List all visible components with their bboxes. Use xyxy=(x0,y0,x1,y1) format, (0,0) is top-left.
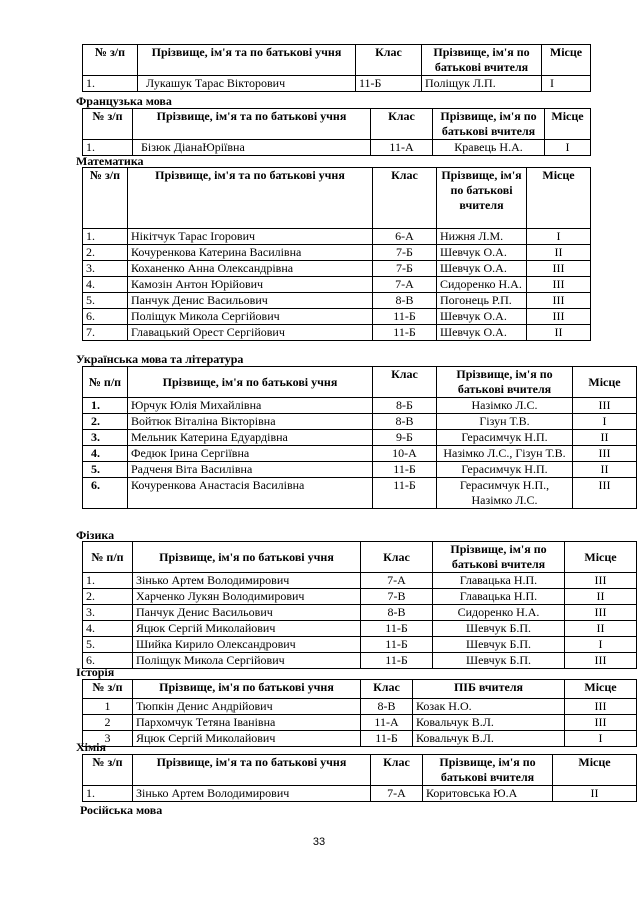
cell-student: Поліщук Микола Сергійович xyxy=(133,653,361,669)
cell-class: 7-А xyxy=(361,573,433,589)
cell-class: 8-В xyxy=(373,293,437,309)
cell-place: І xyxy=(573,414,637,430)
table-row xyxy=(83,589,637,605)
col-place: Місце xyxy=(553,755,637,786)
table-header-row xyxy=(83,680,637,699)
physics-results-table xyxy=(82,541,637,669)
cell-place: ІІ xyxy=(565,621,637,637)
col-class: Клас xyxy=(373,367,437,398)
cell-teacher: Шевчук Б.П. xyxy=(433,621,565,637)
cell-number: 3. xyxy=(83,261,128,277)
cell-student: Панчук Денис Васильович xyxy=(128,293,373,309)
cell-student: Нікітчук Тарас Ігорович xyxy=(128,229,373,245)
col-place: Місце xyxy=(565,680,637,699)
cell-place: І xyxy=(527,229,591,245)
math-results-table xyxy=(82,167,591,341)
cell-teacher: Нижня Л.М. xyxy=(437,229,527,245)
cell-place: ІІІ xyxy=(573,446,637,462)
col-student: Прізвище, ім'я по батькові учня xyxy=(133,680,361,699)
table-row xyxy=(83,76,591,92)
col-teacher: Прізвище, ім'я по батькові вчителя xyxy=(437,168,527,229)
cell-place: І xyxy=(565,731,637,747)
cell-teacher: Кравець Н.А. xyxy=(433,140,545,156)
section-title-french: Французька мова xyxy=(76,94,172,108)
col-student: Прізвище, ім'я та по батькові учня xyxy=(133,109,371,140)
cell-class: 11-Б xyxy=(361,637,433,653)
cell-place: ІІІ xyxy=(565,573,637,589)
table-row xyxy=(83,653,637,669)
cell-number: 3. xyxy=(83,430,128,446)
cell-place: ІІІ xyxy=(527,261,591,277)
cell-student: Камозін Антон Юрійович xyxy=(128,277,373,293)
cell-student: Федюк Ірина Сергіївна xyxy=(128,446,373,462)
table-row xyxy=(83,786,637,802)
cell-class: 8-В xyxy=(361,605,433,621)
cell-class: 11-А xyxy=(361,715,413,731)
table-row xyxy=(83,731,637,747)
cell-number: 2. xyxy=(83,414,128,430)
cell-place: ІІІ xyxy=(565,715,637,731)
table-row xyxy=(83,325,591,341)
french-results-table xyxy=(82,108,591,156)
cell-student: Тюпкін Денис Андрійович xyxy=(133,699,361,715)
table-row xyxy=(83,605,637,621)
cell-place: ІІІ xyxy=(527,293,591,309)
cell-teacher: Главацька Н.П. xyxy=(433,573,565,589)
cell-student: Бізюк ДіанаЮріївна xyxy=(133,140,371,156)
table-row xyxy=(83,478,637,509)
cell-number: 5. xyxy=(83,293,128,309)
col-student: Прізвище, ім'я та по батькові учня xyxy=(138,45,356,76)
cell-teacher: Гізун Т.В. xyxy=(437,414,573,430)
cell-class: 7-А xyxy=(373,277,437,293)
table-row xyxy=(83,446,637,462)
cell-number: 2 xyxy=(83,715,133,731)
cell-class: 11-Б xyxy=(361,731,413,747)
cell-number: 2. xyxy=(83,589,133,605)
section-title-history: Історія xyxy=(76,665,115,679)
cell-student: Яцюк Сергій Миколайович xyxy=(133,621,361,637)
cell-class: 7-В xyxy=(361,589,433,605)
cell-teacher: Шевчук О.А. xyxy=(437,245,527,261)
col-student: Прізвище, ім'я та по батькові учня xyxy=(133,755,371,786)
table-row xyxy=(83,573,637,589)
cell-number: 7. xyxy=(83,325,128,341)
cell-student: Зінько Артем Володимирович xyxy=(133,786,371,802)
col-place: Місце xyxy=(545,109,591,140)
cell-student: Шийка Кирило Олександрович xyxy=(133,637,361,653)
cell-place: ІІ xyxy=(565,589,637,605)
cell-number: 3 xyxy=(83,731,133,747)
cell-number: 4. xyxy=(83,446,128,462)
cell-place: І xyxy=(545,140,591,156)
cell-place: ІІІ xyxy=(565,653,637,669)
chemistry-results-table xyxy=(82,754,637,802)
cell-teacher: Шевчук Б.П. xyxy=(433,653,565,669)
cell-student: Яцюк Сергій Миколайович xyxy=(133,731,361,747)
table-row xyxy=(83,245,591,261)
col-place: Місце xyxy=(542,45,591,76)
table-row xyxy=(83,229,591,245)
cell-student: Коханенко Анна Олександрівна xyxy=(128,261,373,277)
cell-student: Мельник Катерина Едуардівна xyxy=(128,430,373,446)
table-row xyxy=(83,293,591,309)
cell-class: 7-А xyxy=(371,786,423,802)
section-title-physics: Фізика xyxy=(76,528,115,542)
cell-class: 7-Б xyxy=(373,261,437,277)
cell-place: І xyxy=(565,637,637,653)
cell-number: 1. xyxy=(83,786,133,802)
col-class: Клас xyxy=(356,45,422,76)
cell-class: 11-Б xyxy=(373,478,437,509)
table-header-row xyxy=(83,168,591,229)
col-number: № з/п xyxy=(83,168,128,229)
cell-class: 8-В xyxy=(361,699,413,715)
col-teacher: ПІБ вчителя xyxy=(413,680,565,699)
cell-number: 4. xyxy=(83,277,128,293)
cell-teacher: Шевчук О.А. xyxy=(437,309,527,325)
cell-student: Кочуренкова Катерина Василівна xyxy=(128,245,373,261)
cell-place: ІІІ xyxy=(573,398,637,414)
table-row xyxy=(83,414,637,430)
cell-class: 8-В xyxy=(373,414,437,430)
cell-class: 6-А xyxy=(373,229,437,245)
col-student: Прізвище, ім'я по батькові учня xyxy=(128,367,373,398)
cell-class: 11-Б xyxy=(373,462,437,478)
col-number: № з/п xyxy=(83,755,133,786)
cell-student: Зінько Артем Володимирович xyxy=(133,573,361,589)
col-class: Клас xyxy=(371,755,423,786)
cell-teacher: Герасимчук Н.П., Назімко Л.С. xyxy=(437,478,573,509)
page-number: 33 xyxy=(312,836,326,848)
col-class: Клас xyxy=(373,168,437,229)
section-title-math: Математика xyxy=(76,154,144,168)
cell-place: ІІ xyxy=(553,786,637,802)
cell-number: 6. xyxy=(83,309,128,325)
cell-number: 1. xyxy=(83,140,133,156)
cell-place: ІІІ xyxy=(573,478,637,509)
cell-teacher: Коритовська Ю.А xyxy=(423,786,553,802)
cell-number: 1. xyxy=(83,76,138,92)
col-teacher: Прізвище, ім'я по батькові вчителя xyxy=(437,367,573,398)
cell-student: Пархомчук Тетяна Іванівна xyxy=(133,715,361,731)
cell-place: ІІ xyxy=(573,462,637,478)
col-number: № п/п xyxy=(83,542,133,573)
cell-class: 11-Б xyxy=(361,621,433,637)
cell-teacher: Назімко Л.С., Гізун Т.В. xyxy=(437,446,573,462)
cell-class: 10-А xyxy=(373,446,437,462)
history-results-table xyxy=(82,679,637,747)
table-header-row xyxy=(83,45,591,76)
cell-number: 1. xyxy=(83,229,128,245)
col-number: № з/п xyxy=(83,109,133,140)
cell-class: 9-Б xyxy=(373,430,437,446)
cell-class: 11-Б xyxy=(373,309,437,325)
cell-teacher: Назімко Л.С. xyxy=(437,398,573,414)
cell-teacher: Герасимчук Н.П. xyxy=(437,430,573,446)
col-class: Клас xyxy=(361,542,433,573)
col-number: № з/п xyxy=(83,45,138,76)
cell-number: 5. xyxy=(83,637,133,653)
cell-teacher: Поліщук Л.П. xyxy=(422,76,542,92)
table-header-row xyxy=(83,367,637,398)
table-row xyxy=(83,277,591,293)
table-row xyxy=(83,140,591,156)
table-row xyxy=(83,261,591,277)
cell-place: ІІІ xyxy=(527,277,591,293)
cell-student: Панчук Денис Васильович xyxy=(133,605,361,621)
cell-place: ІІІ xyxy=(565,605,637,621)
cell-teacher: Шевчук О.А. xyxy=(437,325,527,341)
table-row xyxy=(83,430,637,446)
col-student: Прізвище, ім'я по батькові учня xyxy=(133,542,361,573)
cell-class: 11-Б xyxy=(356,76,422,92)
table-row xyxy=(83,398,637,414)
col-place: Місце xyxy=(573,367,637,398)
cell-place: І xyxy=(542,76,591,92)
col-place: Місце xyxy=(565,542,637,573)
english-results-table xyxy=(82,44,591,92)
col-teacher: Прізвище, ім'я по батькові вчителя xyxy=(433,109,545,140)
cell-class: 11-Б xyxy=(361,653,433,669)
table-header-row xyxy=(83,109,591,140)
cell-class: 11-А xyxy=(371,140,433,156)
cell-student: Кочуренкова Анастасія Василівна xyxy=(128,478,373,509)
cell-teacher: Шевчук Б.П. xyxy=(433,637,565,653)
cell-student: Харченко Лукян Володимирович xyxy=(133,589,361,605)
cell-number: 6. xyxy=(83,478,128,509)
cell-place: ІІІ xyxy=(527,309,591,325)
table-row xyxy=(83,309,591,325)
cell-teacher: Сидоренко Н.А. xyxy=(437,277,527,293)
cell-number: 4. xyxy=(83,621,133,637)
cell-student: Главацький Орест Сергійович xyxy=(128,325,373,341)
col-student: Прізвище, ім'я та по батькові учня xyxy=(128,168,373,229)
col-teacher: Прізвище, ім'я по батькові вчителя xyxy=(423,755,553,786)
table-row xyxy=(83,637,637,653)
table-header-row xyxy=(83,755,637,786)
cell-teacher: Главацька Н.П. xyxy=(433,589,565,605)
cell-number: 5. xyxy=(83,462,128,478)
cell-place: ІІІ xyxy=(565,699,637,715)
cell-number: 3. xyxy=(83,605,133,621)
table-row xyxy=(83,715,637,731)
col-number: № п/п xyxy=(83,367,128,398)
table-header-row xyxy=(83,542,637,573)
cell-student: Поліщук Микола Сергійович xyxy=(128,309,373,325)
cell-teacher: Ковальчук В.Л. xyxy=(413,731,565,747)
section-title-ukrainian: Українська мова та література xyxy=(76,352,244,366)
cell-student: Войтюк Віталіна Вікторівна xyxy=(128,414,373,430)
cell-number: 2. xyxy=(83,245,128,261)
cell-teacher: Ковальчук В.Л. xyxy=(413,715,565,731)
cell-student: Лукашук Тарас Вікторович xyxy=(138,76,356,92)
col-teacher: Прізвище, ім'я по батькові вчителя xyxy=(422,45,542,76)
col-class: Клас xyxy=(361,680,413,699)
col-place: Місце xyxy=(527,168,591,229)
table-row xyxy=(83,621,637,637)
cell-number: 1. xyxy=(83,398,128,414)
col-class: Клас xyxy=(371,109,433,140)
cell-student: Юрчук Юлія Михайлівна xyxy=(128,398,373,414)
cell-number: 1. xyxy=(83,573,133,589)
cell-teacher: Погонець Р.П. xyxy=(437,293,527,309)
cell-number: 1 xyxy=(83,699,133,715)
cell-place: ІІ xyxy=(527,325,591,341)
cell-number: 6. xyxy=(83,653,133,669)
cell-teacher: Герасимчук Н.П. xyxy=(437,462,573,478)
table-row xyxy=(83,699,637,715)
col-number: № з/п xyxy=(83,680,133,699)
section-title-chemistry: Хімія xyxy=(76,740,106,754)
ukrainian-results-table xyxy=(82,366,637,509)
cell-student: Радченя Віта Василівна xyxy=(128,462,373,478)
cell-class: 11-Б xyxy=(373,325,437,341)
col-teacher: Прізвище, ім'я по батькові вчителя xyxy=(433,542,565,573)
table-row xyxy=(83,462,637,478)
cell-place: ІІ xyxy=(573,430,637,446)
cell-place: ІІ xyxy=(527,245,591,261)
cell-class: 8-Б xyxy=(373,398,437,414)
cell-teacher: Козак Н.О. xyxy=(413,699,565,715)
section-title-russian: Російська мова xyxy=(80,803,163,817)
cell-class: 7-Б xyxy=(373,245,437,261)
cell-teacher: Сидоренко Н.А. xyxy=(433,605,565,621)
cell-teacher: Шевчук О.А. xyxy=(437,261,527,277)
